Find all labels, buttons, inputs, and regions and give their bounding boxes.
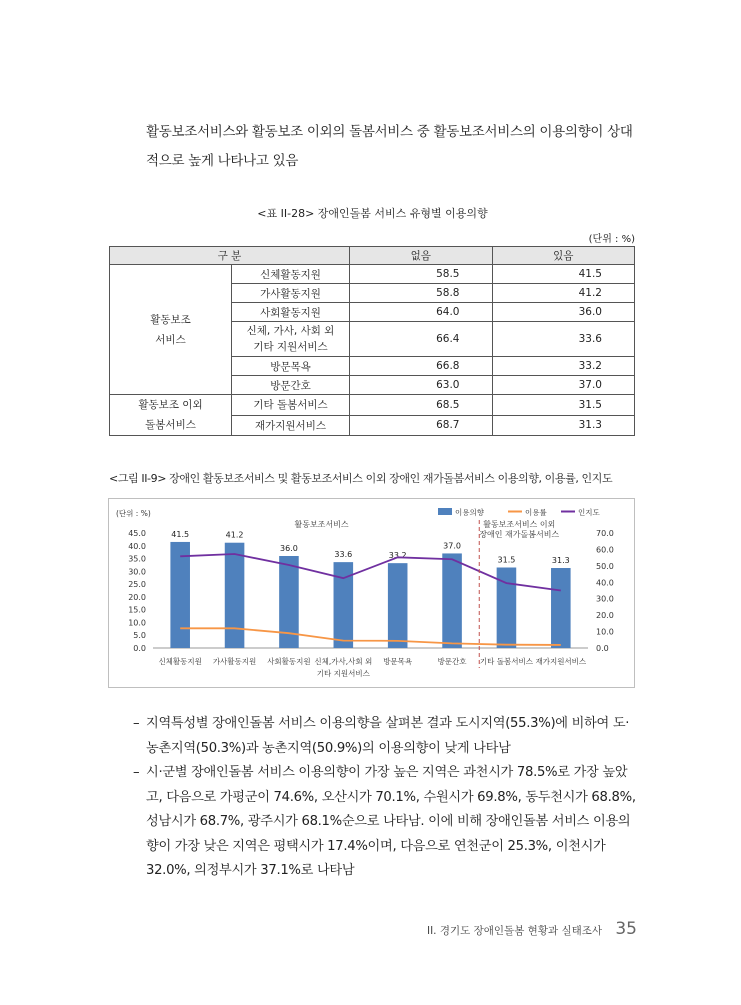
legend-label: 인지도 xyxy=(578,508,600,517)
cell-no: 58.8 xyxy=(350,284,493,303)
group-label-other-line2: 장애인 재가돌봄서비스 xyxy=(479,530,560,539)
cell-no: 66.4 xyxy=(350,322,493,357)
intro-paragraph xyxy=(146,118,638,176)
row-label: 방문간호 xyxy=(232,376,350,395)
bar-data-label: 33.2 xyxy=(388,551,407,561)
y-left-tick-label: 30.0 xyxy=(128,567,146,577)
y-right-tick-label: 60.0 xyxy=(596,545,614,555)
y-right-tick-label: 30.0 xyxy=(596,594,614,604)
legend-swatch-bar xyxy=(438,508,452,515)
header-yes: 있음 xyxy=(492,247,635,265)
bar-data-label: 41.2 xyxy=(225,530,244,540)
y-left-tick-label: 5.0 xyxy=(133,631,146,641)
y-left-tick-label: 45.0 xyxy=(128,529,146,538)
group-label-other-line1: 활동보조서비스 이외 xyxy=(483,520,556,529)
cell-yes: 31.5 xyxy=(492,395,635,416)
y-left-tick-label: 15.0 xyxy=(128,605,146,615)
y-right-tick-label: 40.0 xyxy=(596,578,614,588)
legend-label: 이용률 xyxy=(525,508,547,517)
x-category-label: 재가지원서비스 xyxy=(535,657,587,666)
x-category-label: 가사활동지원 xyxy=(212,657,257,666)
y-right-tick-label: 70.0 xyxy=(596,529,614,538)
intro-line-1: 활동보조서비스와 활동보조 이외의 돌봄서비스 중 활동보조서비스의 이용의향이 상대 xyxy=(146,124,633,140)
y-left-tick-label: 20.0 xyxy=(128,592,146,602)
bar-data-label: 36.0 xyxy=(280,544,298,553)
row-label: 신체활동지원 xyxy=(232,265,350,284)
bar-usage-intention xyxy=(442,553,462,648)
x-category-label: 기타 지원서비스 xyxy=(316,669,370,678)
bullet-text: 시·군별 장애인돌봄 서비스 이용의향이 가장 높은 지역은 과천시가 78.5%로 가장 높았고, 다음으로 가평군이 74.6%, 오산시가 70.1%, 수원시가 69.8%, 동두천시가 68.8%, 성남시가 68.7%, 광주시가 68.1%순으로 나타남. 이에 비해 장애인돌봄 서비스 이용의향이 가장 낮은 지역은 평택시가 17.4%이며, 다음으로 연천군이 25.3%, 이천시가 32.0%, 의정부시가 37.1%로 나타남 xyxy=(146,765,636,878)
y-left-tick-label: 25.0 xyxy=(128,580,146,590)
bar-data-label: 37.0 xyxy=(443,541,461,551)
header-no: 없음 xyxy=(350,247,493,265)
table-header-row xyxy=(110,247,635,265)
cell-yes: 31.3 xyxy=(492,415,635,436)
y-right-tick-label: 20.0 xyxy=(596,611,614,621)
group-label-activity: 활동보조서비스 xyxy=(294,520,349,529)
figure-caption: <그림 II-9> 장애인 활동보조서비스 및 활동보조서비스 이외 장애인 재가돌봄서비스 이용의향, 이용률, 인지도 xyxy=(109,472,613,485)
bullet-text: 지역특성별 장애인돌봄 서비스 이용의향을 살펴본 결과 도시지역(55.3%)에 비하여 도·농촌지역(50.3%)과 농촌지역(50.9%)의 이용의향이 낮게 나타남 xyxy=(146,716,630,756)
y-right-tick-label: 10.0 xyxy=(596,627,614,637)
bar-usage-intention xyxy=(225,543,245,648)
x-category-label: 방문간호 xyxy=(437,657,467,666)
bar-data-label: 31.3 xyxy=(551,556,570,566)
legend-label: 이용의향 xyxy=(455,508,484,517)
cell-no: 66.8 xyxy=(350,357,493,376)
x-category-label: 신체활동지원 xyxy=(158,657,202,666)
header-category: 구 분 xyxy=(110,247,350,265)
cell-yes: 41.2 xyxy=(492,284,635,303)
x-category-label: 신체,가사,사회 외 xyxy=(314,657,373,666)
x-category-label: 기타 돌봄서비스 xyxy=(479,657,533,666)
row-label: 방문목욕 xyxy=(232,357,350,376)
service-chart xyxy=(108,498,635,688)
cell-yes: 36.0 xyxy=(492,303,635,322)
x-category-label: 방문목욕 xyxy=(383,657,413,666)
table-caption: <표 II-28> 장애인돌봄 서비스 유형별 이용의향 xyxy=(257,207,488,220)
cell-no: 68.7 xyxy=(350,415,493,436)
bullet-list xyxy=(133,712,639,884)
row-label: 신체, 가사, 사회 외 기타 지원서비스 xyxy=(232,322,350,357)
y-left-tick-label: 35.0 xyxy=(128,554,146,564)
footer-chapter: II. 경기도 장애인돌봄 현황과 실태조사 xyxy=(426,925,603,937)
cell-yes: 37.0 xyxy=(492,376,635,395)
row-label: 가사활동지원 xyxy=(232,284,350,303)
cell-yes: 33.6 xyxy=(492,322,635,357)
service-intention-table xyxy=(109,246,635,436)
table-row xyxy=(110,395,635,416)
bar-data-label: 33.6 xyxy=(334,550,353,560)
cell-yes: 33.2 xyxy=(492,357,635,376)
cell-no: 68.5 xyxy=(350,395,493,416)
bullet-item xyxy=(133,712,639,761)
cell-no: 63.0 xyxy=(350,376,493,395)
group-other-care: 활동보조 이외 돌봄서비스 xyxy=(110,395,232,436)
cell-no: 64.0 xyxy=(350,303,493,322)
bullet-dash: – xyxy=(133,765,140,780)
table-unit: (단위 : %) xyxy=(588,234,635,245)
chart-unit-label: (단위 : %) xyxy=(116,509,151,518)
cell-no: 58.5 xyxy=(350,265,493,284)
page-footer xyxy=(427,919,637,939)
bullet-item xyxy=(133,761,639,884)
y-right-tick-label: 50.0 xyxy=(596,561,614,571)
bar-usage-intention xyxy=(388,563,408,648)
cell-yes: 41.5 xyxy=(492,265,635,284)
y-left-tick-label: 40.0 xyxy=(128,541,146,551)
bar-usage-intention xyxy=(170,542,190,648)
page-number: 35 xyxy=(615,919,637,939)
table-row xyxy=(110,265,635,284)
bar-data-label: 41.5 xyxy=(171,529,190,539)
group-activity-support: 활동보조 서비스 xyxy=(110,265,232,395)
row-label: 사회활동지원 xyxy=(232,303,350,322)
bar-usage-intention xyxy=(551,568,571,648)
bar-data-label: 31.5 xyxy=(497,555,516,565)
y-right-tick-label: 0.0 xyxy=(596,644,609,653)
row-label: 기타 돌봄서비스 xyxy=(232,395,350,416)
intro-line-2: 적으로 높게 나타나고 있음 xyxy=(146,153,299,169)
row-label: 재가지원서비스 xyxy=(232,415,350,436)
y-left-tick-label: 0.0 xyxy=(133,644,146,653)
x-category-label: 사회활동지원 xyxy=(267,657,311,666)
bullet-dash: – xyxy=(133,716,140,731)
y-left-tick-label: 10.0 xyxy=(128,618,146,628)
